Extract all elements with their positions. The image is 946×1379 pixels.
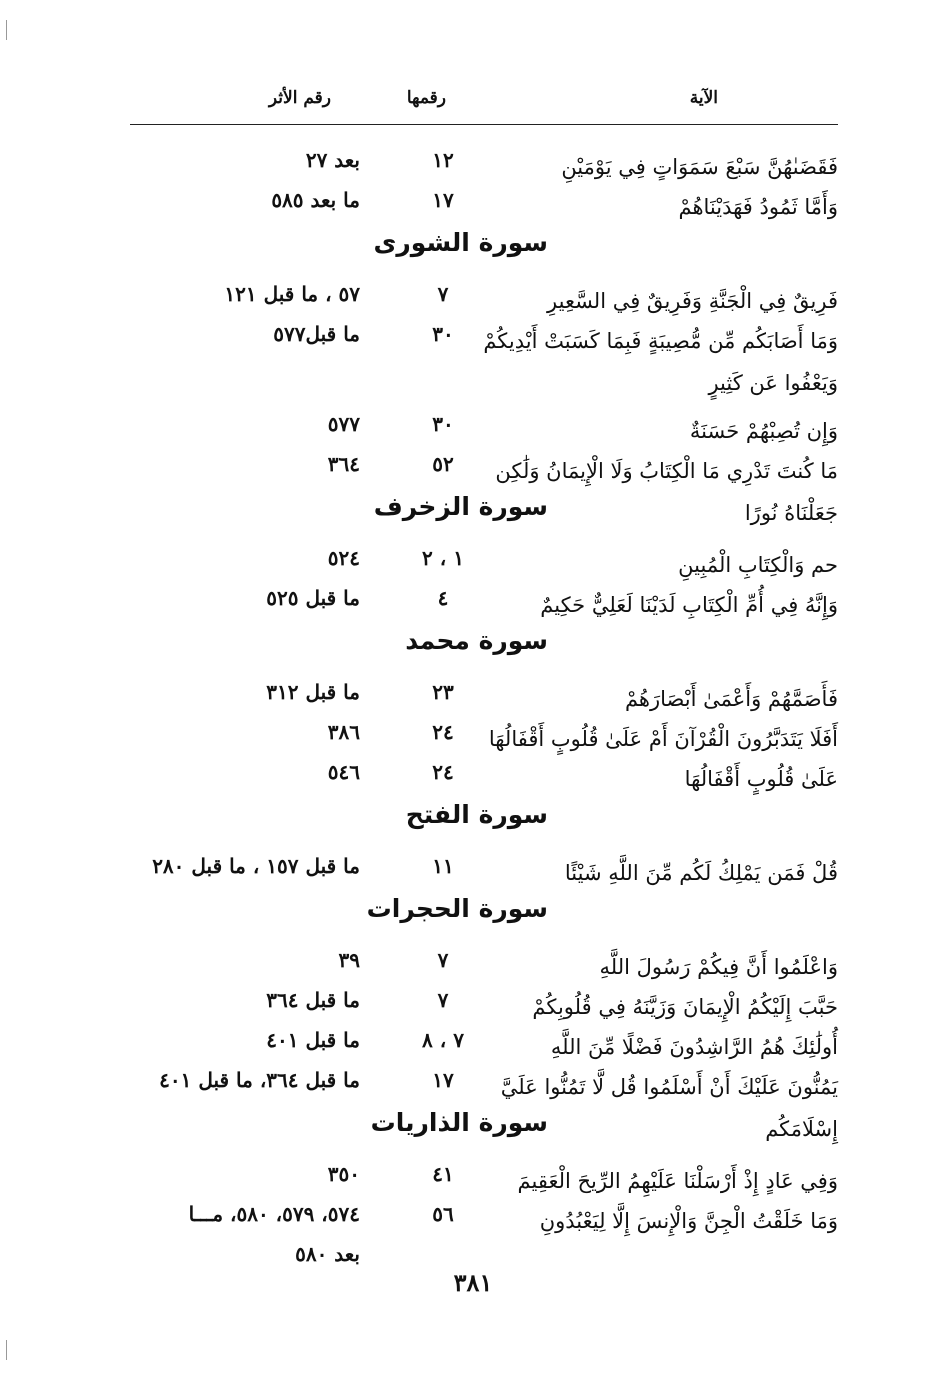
verse-text: أَفَلَا يَتَدَبَّرُونَ الْقُرْآنَ أَمْ عَلَىٰ قُلُوبٍ أَقْفَالُهَا: [488, 727, 838, 751]
header-number: رقمها: [406, 88, 446, 108]
verse-number: ٤١: [432, 1162, 454, 1186]
surah-title: سورة الشورى: [373, 228, 548, 257]
verse-text: وَفِي عَادٍ إِذْ أَرْسَلْنَا عَلَيْهِمُ الرِّيحَ الْعَقِيمَ: [517, 1169, 838, 1193]
athar-reference: بعد ٢٧: [305, 148, 360, 172]
verse-number: ٥٢: [432, 452, 454, 476]
verse-number: ٧: [437, 282, 449, 306]
surah-title: سورة محمد: [405, 626, 548, 655]
athar-reference: بعد ٥٨٠: [295, 1242, 360, 1266]
verse-text: أُولَٰئِكَ هُمُ الرَّاشِدُونَ فَضْلًا مِّنَ اللَّهِ: [550, 1035, 838, 1059]
table-row: [130, 1020, 838, 1060]
athar-reference: ما قبل ٥٢٥: [266, 586, 360, 610]
athar-reference: ما قبل٥٧٧: [273, 322, 360, 346]
index-table: [130, 140, 838, 1274]
verse-number: ٥٦: [432, 1202, 454, 1226]
page-number: ٣٨١: [453, 1268, 493, 1297]
athar-reference: ٥٢٤: [327, 546, 360, 570]
verse-text: وَمَا أَصَابَكُم مِّن مُّصِيبَةٍ فَبِمَا كَسَبَتْ أَيْدِيكُمْ وَيَعْفُوا عَن كَثِيرٍ: [483, 329, 838, 395]
verse-text: وَإِن تُصِبْهُمْ حَسَنَةٌ: [689, 419, 838, 443]
verse-number: ١٢: [432, 148, 454, 172]
table-row: [130, 712, 838, 752]
table-header: [130, 88, 838, 118]
verse-text: وَأَمَّا ثَمُودُ فَهَدَيْنَاهُمْ: [678, 195, 838, 219]
athar-reference: ٥٧٧: [327, 412, 360, 436]
athar-reference: ٣٨٦: [327, 720, 360, 744]
verse-number: ٧ ، ٨: [422, 1028, 464, 1052]
verse-text: مَا كُنتَ تَدْرِي مَا الْكِتَابُ وَلَا الْإِيمَانُ وَلَٰكِن جَعَلْنَاهُ نُورًا: [495, 459, 838, 525]
table-row: [130, 980, 838, 1020]
table-row: [130, 140, 838, 180]
table-row: [130, 846, 838, 886]
surah-title: سورة الفتح: [405, 800, 548, 829]
athar-reference: ما قبل ١٥٧ ، ما قبل ٢٨٠: [152, 854, 360, 878]
surah-heading: [130, 618, 838, 672]
athar-reference: ما قبل ٣٦٤، ما قبل ٤٠١: [159, 1068, 360, 1092]
athar-reference: ما بعد ٥٨٥: [271, 188, 360, 212]
header-reference: رقم الأثر: [268, 88, 331, 108]
table-row: [130, 672, 838, 712]
table-row: [130, 180, 838, 220]
verse-number: ٣٠: [432, 322, 454, 346]
athar-reference: ٥٧٤، ٥٧٩، ٥٨٠، مـــا: [188, 1202, 360, 1226]
verse-number: ٢٣: [432, 680, 454, 704]
header-divider: [130, 124, 838, 125]
athar-reference: ما قبل ٣٦٤: [266, 988, 360, 1012]
scan-edge-mark: [6, 1340, 7, 1360]
verse-text: فَرِيقٌ فِي الْجَنَّةِ وَفَرِيقٌ فِي السَّعِيرِ: [547, 289, 838, 313]
verse-number: ٧: [437, 988, 449, 1012]
table-row: [130, 940, 838, 980]
verse-number: ٤: [437, 586, 449, 610]
table-row: [130, 1194, 838, 1234]
surah-title: سورة الذاريات: [370, 1108, 548, 1137]
verse-text: حم وَالْكِتَابِ الْمُبِينِ: [678, 553, 838, 577]
verse-number: ١٧: [432, 188, 454, 212]
verse-text: فَأَصَمَّهُمْ وَأَعْمَىٰ أَبْصَارَهُمْ: [624, 687, 838, 711]
verse-text: وَاعْلَمُوا أَنَّ فِيكُمْ رَسُولَ اللَّهِ: [599, 955, 838, 979]
athar-reference: ٣٩: [338, 948, 360, 972]
verse-text: وَإِنَّهُ فِي أُمِّ الْكِتَابِ لَدَيْنَا لَعَلِيٌّ حَكِيمٌ: [540, 593, 838, 617]
verse-number: ١١: [432, 854, 454, 878]
table-row: [130, 274, 838, 314]
verse-text: فَقَضَىٰهُنَّ سَبْعَ سَمَوَاتٍ فِي يَوْمَيْنِ: [561, 155, 838, 179]
verse-text: عَلَىٰ قُلُوبٍ أَقْفَالُهَا: [684, 767, 838, 791]
athar-reference: ٣٦٤: [327, 452, 360, 476]
athar-reference: ٥٤٦: [327, 760, 360, 784]
surah-heading: [130, 886, 838, 940]
athar-reference: ٣٥٠: [327, 1162, 360, 1186]
athar-reference: ٥٧ ، ما قبل ١٢١: [224, 282, 360, 306]
surah-heading: [130, 1100, 838, 1154]
verse-text: حَبَّبَ إِلَيْكُمُ الْإِيمَانَ وَزَيَّنَهُ فِي قُلُوبِكُمْ: [532, 995, 838, 1019]
verse-number: ٢٤: [432, 720, 454, 744]
verse-text: وَمَا خَلَقْتُ الْجِنَّ وَالْإِنسَ إِلَّا لِيَعْبُدُونِ: [539, 1209, 838, 1233]
header-verse: الآية: [689, 88, 718, 108]
verse-text: قُلْ فَمَن يَمْلِكُ لَكُم مِّنَ اللَّهِ شَيْئًا: [564, 861, 838, 885]
table-row: [130, 752, 838, 792]
surah-heading: [130, 792, 838, 846]
verse-number: ٧: [437, 948, 449, 972]
surah-title: سورة الزخرف: [373, 492, 548, 521]
table-row: [130, 314, 838, 404]
athar-reference: ما قبل ٤٠١: [266, 1028, 360, 1052]
table-row: [130, 1154, 838, 1194]
surah-heading: [130, 220, 838, 274]
table-row: [130, 578, 838, 618]
scan-edge-mark: [6, 20, 7, 40]
verse-number: ٢٤: [432, 760, 454, 784]
verse-number: ١٧: [432, 1068, 454, 1092]
verse-number: ١ ، ٢: [422, 546, 464, 570]
surah-title: سورة الحجرات: [366, 894, 548, 923]
surah-heading: [130, 484, 838, 538]
table-row: [130, 404, 838, 444]
verse-text: يَمُنُّونَ عَلَيْكَ أَنْ أَسْلَمُوا قُل لَّا تَمُنُّوا عَلَيَّ إِسْلَامَكُم: [500, 1075, 838, 1141]
athar-reference: ما قبل ٣١٢: [266, 680, 360, 704]
table-row: [130, 538, 838, 578]
verse-number: ٣٠: [432, 412, 454, 436]
